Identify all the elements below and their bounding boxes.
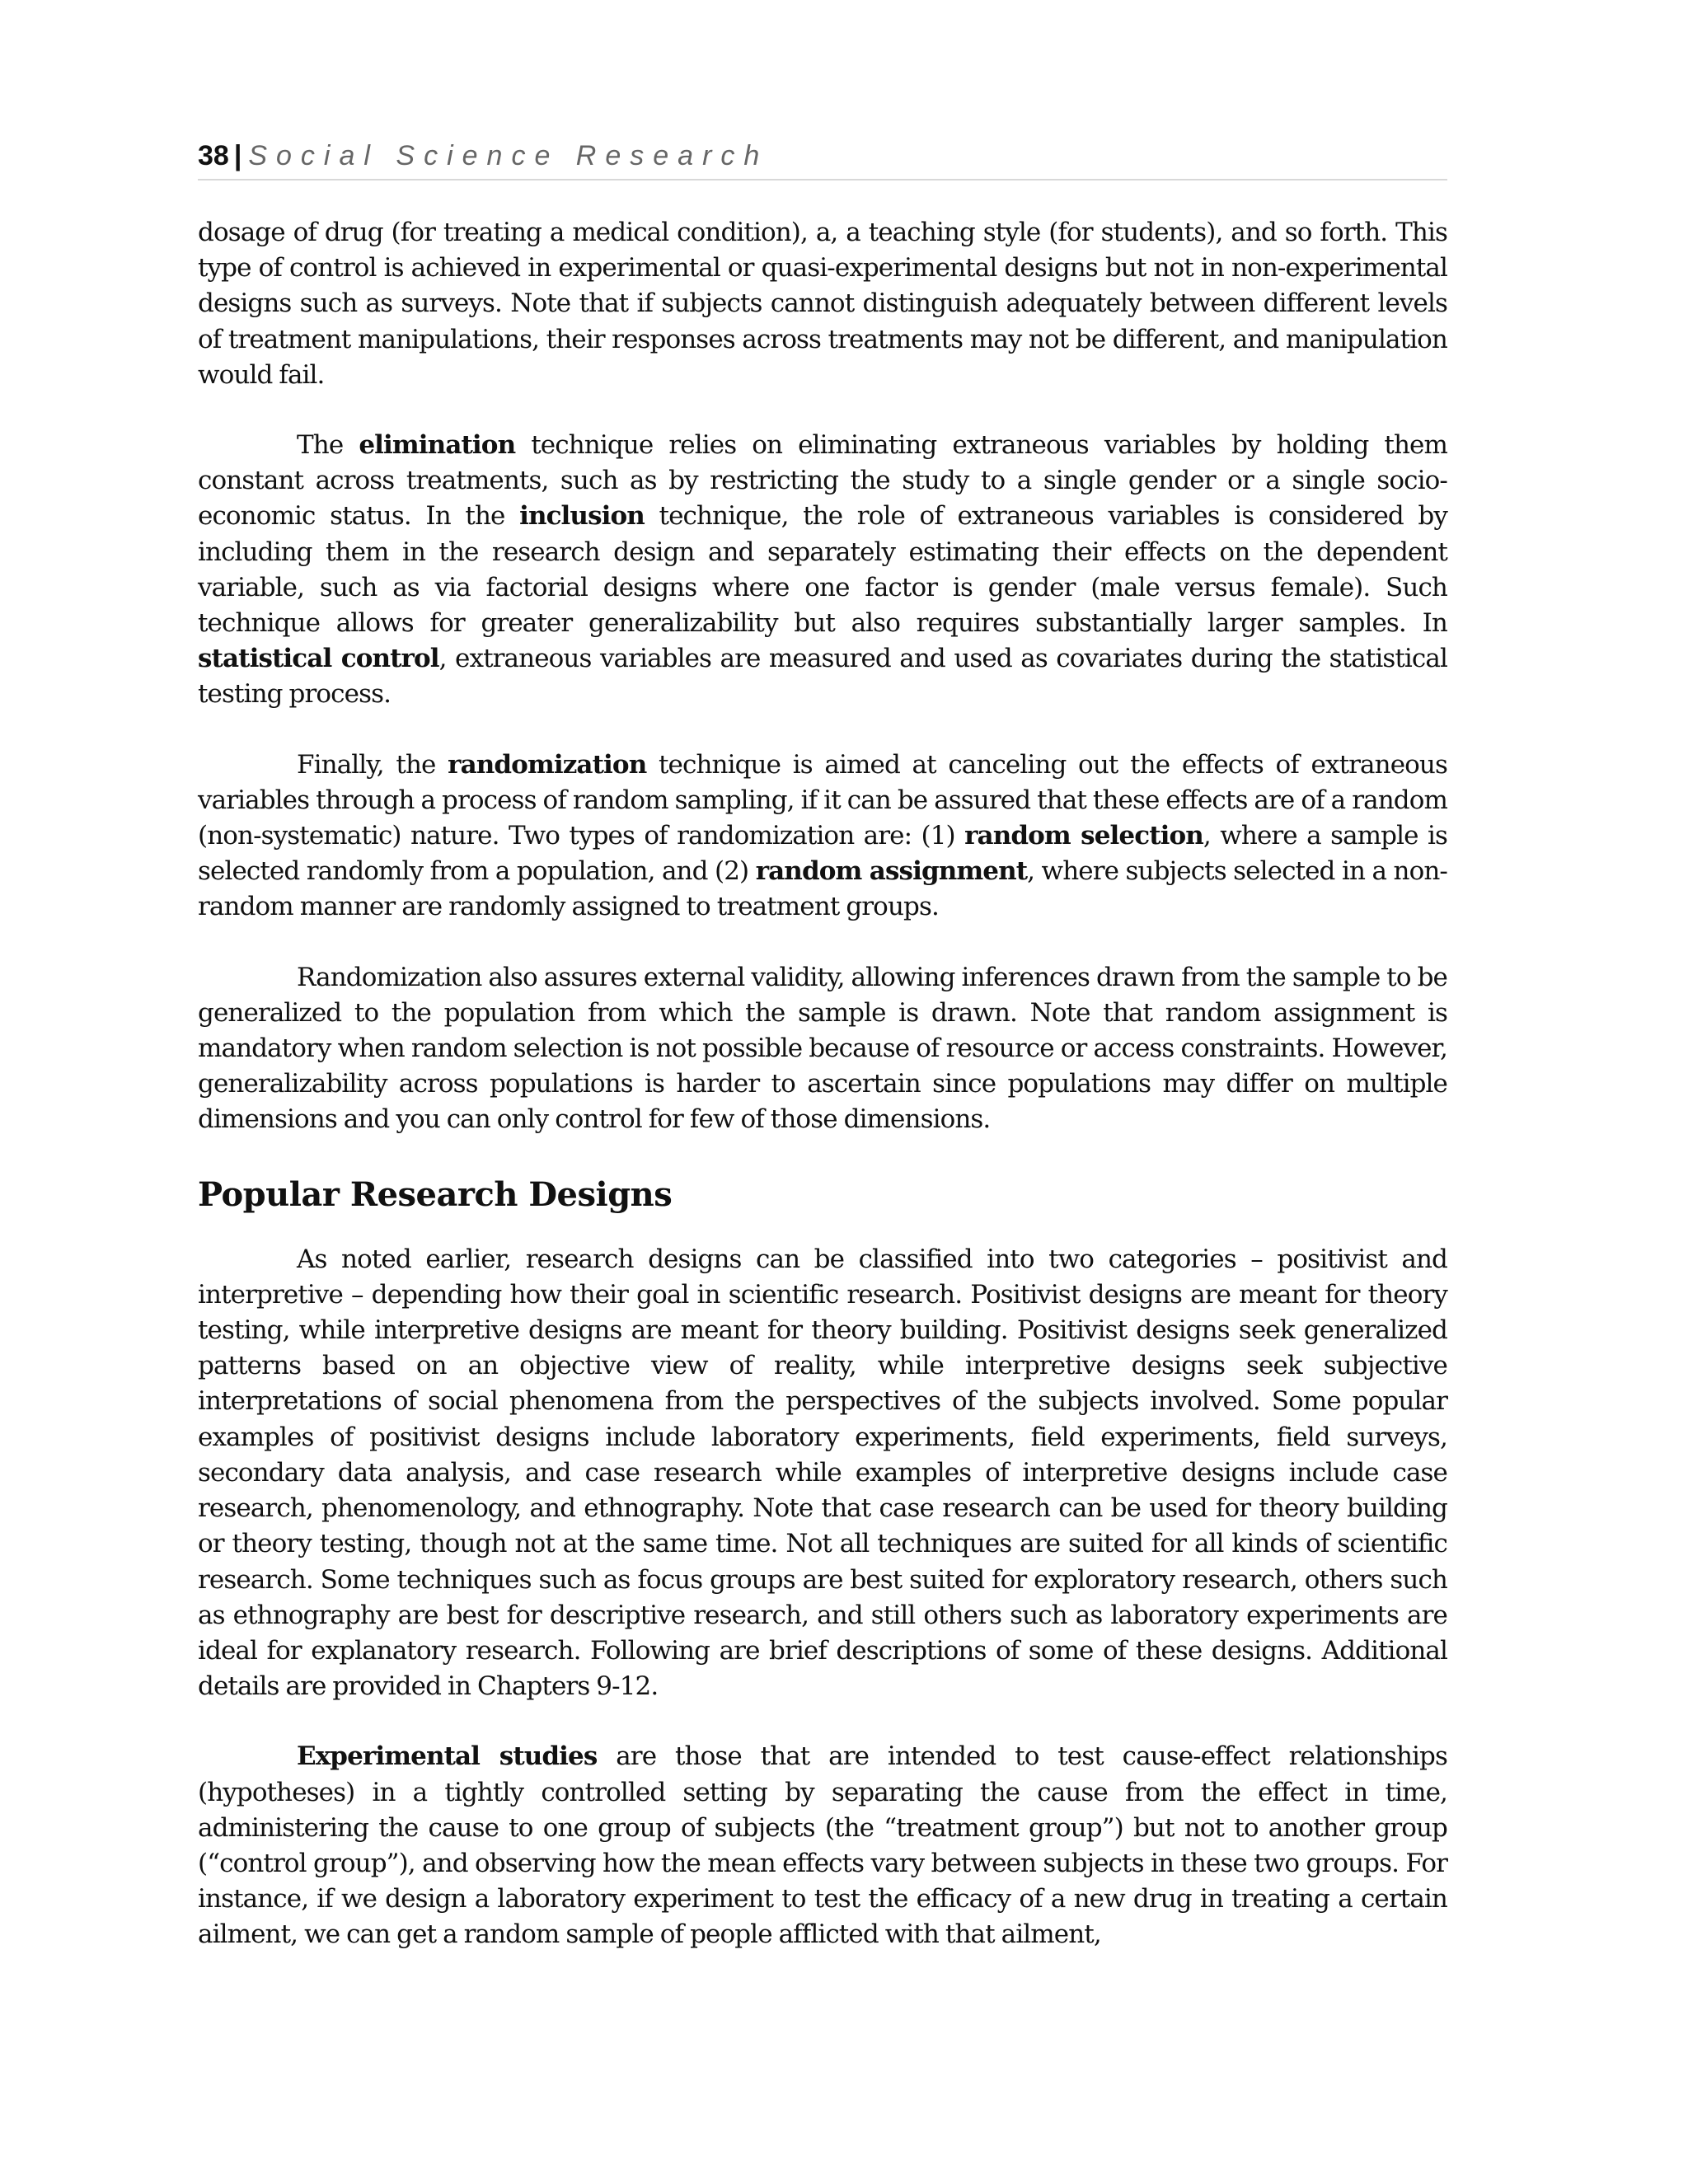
header-separator: | xyxy=(233,140,242,171)
text-run: Finally, the xyxy=(297,749,448,780)
body-text xyxy=(198,215,1447,1953)
term-elimination: elimination xyxy=(359,430,516,461)
paragraph-design-categories: As noted earlier, research designs can be classified into two categories – positivist and interpretive – depending how their goal in scientific research. Positivist designs are meant for theory testing, while interpretive designs are meant for theory building. Positivist designs seek generalized patterns based on an objective view of reality, while interpretive designs seek subjective interpretations of social phenomena from the perspectives of the subjects involved. Some popular examples of positivist designs include laboratory experiments, field experiments, field surveys, secondary data analysis, and case research while examples of interpretive designs include case research, phenomenology, and ethnography. Note that case research can be used for theory building or theory testing, though not at the same time. Not all techniques are suited for all kinds of scientific research. Some techniques such as focus groups are best suited for exploratory research, others such as ethnography are best for descriptive research, and still others such as laboratory experiments are ideal for explanatory research. Following are brief descriptions of some of these designs. Additional details are provided in Chapters 9-12. xyxy=(198,1244,1447,1702)
paragraph-experimental-studies xyxy=(198,1739,1447,1952)
text-run: are those that are intended to test cause-effect relationships (hypotheses) in a tightly controlled setting by separating the cause from the effect in time, administering the cause to one group of subjects (the “treatment group”) but not to another group (“control group”), and observing how the mean effects vary between subjects in these two groups. For instance, if we design a laboratory experiment to test the efficacy of a new drug in treating a certain ailment, we can get a random sample of people afflicted with that ailment, xyxy=(198,1741,1447,1950)
text-run: , where a sample is selected randomly from a population, and (2) xyxy=(198,821,1447,887)
text-run: technique relies on eliminating extraneous variables by holding them constant across treatments, such as by restricting the study to a single gender or a single socio-economic status. In the xyxy=(198,430,1447,532)
term-random-selection: random selection xyxy=(964,821,1203,851)
text-run: technique is aimed at canceling out the effects of extraneous variables through a process of random sampling, if it can be assured that these effects are of a random (non-systematic) nature. Two types of randomization are: (1) xyxy=(198,749,1447,851)
text-run: , extraneous variables are measured and used as covariates during the statistical testing process. xyxy=(198,644,1447,710)
term-randomization: randomization xyxy=(448,749,647,780)
term-inclusion: inclusion xyxy=(519,501,645,532)
text-run: The xyxy=(297,430,359,461)
section-heading: Popular Research Designs xyxy=(198,1174,673,1214)
term-statistical-control: statistical control xyxy=(198,644,439,674)
text-run: technique, the role of extraneous variables is considered by including them in the research design and separately estimating their effects on the dependent variable, such as via factorial designs where one factor is gender (male versus female). Such technique allows for greater generalizability but also requires substantially larger samples. In xyxy=(198,501,1447,639)
book-title: Social Science Research xyxy=(248,140,769,171)
text-run: , where subjects selected in a non-random manner are randomly assigned to treatment groups. xyxy=(198,856,1447,922)
paragraph-randomization xyxy=(198,748,1447,926)
running-header xyxy=(198,136,1447,180)
term-random-assignment: random assignment xyxy=(755,856,1028,887)
paragraph-external-validity: Randomization also assures external validity, allowing inferences drawn from the sample to be generalized to the population from which the sample is drawn. Note that random assignment is mandatory when random selection is not possible because of resource or access constraints. However, generalizability across populations is harder to ascertain since populations may differ on multiple dimensions and you can only control for few of those dimensions. xyxy=(198,962,1447,1135)
page-number: 38 xyxy=(198,140,229,171)
document-page xyxy=(198,136,1447,1988)
term-experimental-studies: Experimental studies xyxy=(297,1741,598,1772)
paragraph-control-continued: dosage of drug (for treating a medical condition), a, a teaching style (for students), and so forth. This type of control is achieved in experimental or quasi-experimental designs but not in non-experimental designs such as surveys. Note that if subjects cannot distinguish adequately between different levels of treatment manipulations, their responses across treatments may not be different, and manipulation would fail. xyxy=(198,218,1447,390)
paragraph-elimination-inclusion xyxy=(198,428,1447,713)
